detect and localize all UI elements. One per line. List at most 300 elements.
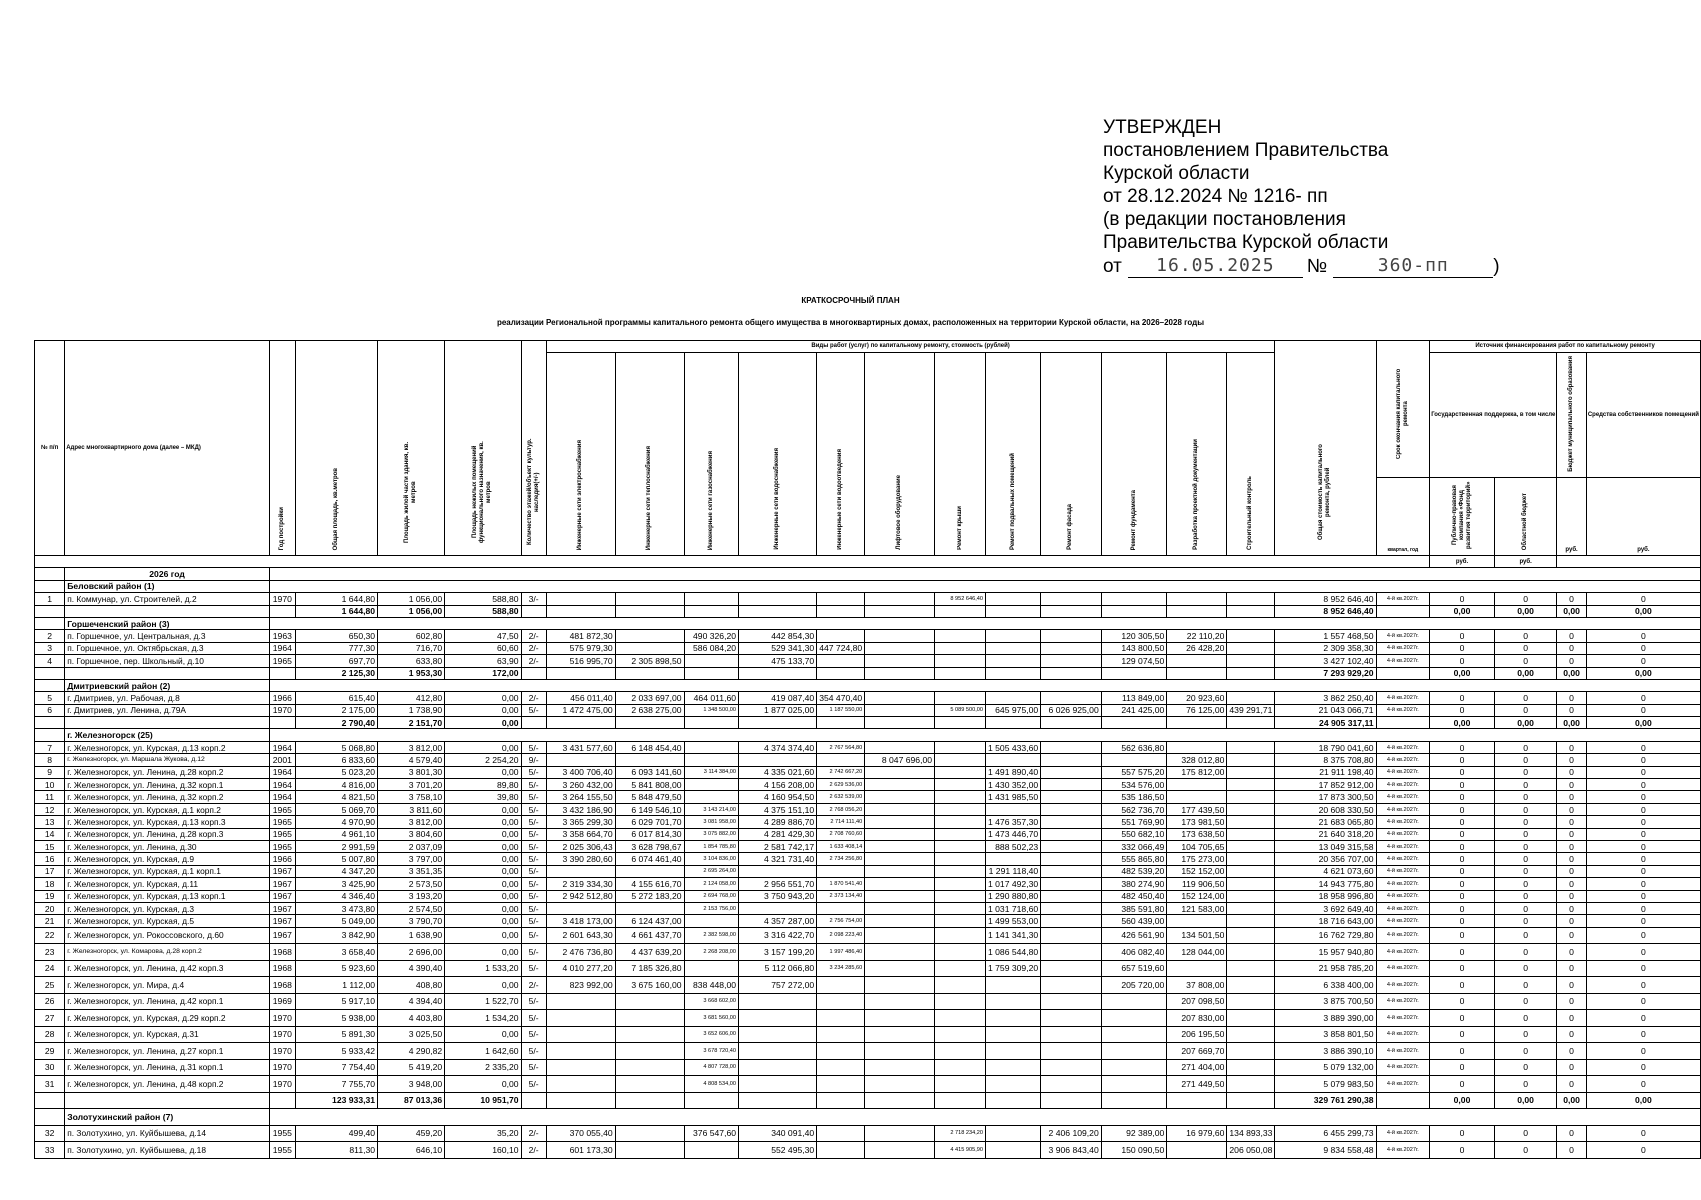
work-cost (817, 1142, 865, 1159)
section-filler (269, 679, 1700, 691)
funding-source-value: 0 (1430, 766, 1495, 778)
deadline: 4-й кв.2027г. (1376, 1076, 1430, 1093)
work-cost (865, 915, 935, 927)
work-cost: 173 638,50 (1167, 828, 1227, 840)
work-cost (1227, 1010, 1275, 1027)
floors: 5/- (521, 902, 546, 914)
work-cost: 482 450,40 (1101, 890, 1167, 902)
total-area: 5 938,00 (295, 1010, 377, 1027)
work-cost: 8 047 696,00 (865, 754, 935, 766)
work-cost (817, 630, 865, 642)
work-cost (985, 1076, 1040, 1093)
work-cost: 552 495,30 (739, 1142, 817, 1159)
work-cost: 340 091,40 (739, 1125, 817, 1142)
funding-source-value: 0 (1430, 1010, 1495, 1027)
floors: 5/- (521, 791, 546, 803)
floors: 9/- (521, 754, 546, 766)
floors: 5/- (521, 890, 546, 902)
work-cost: 1 854 785,80 (684, 840, 738, 852)
work-cost (1041, 865, 1102, 877)
build-year: 1970 (269, 593, 295, 605)
work-cost: 838 448,00 (684, 977, 738, 994)
living-area: 4 403,80 (378, 1010, 445, 1027)
work-cost: 560 439,00 (1101, 915, 1167, 927)
funding-source-value: 0 (1557, 766, 1586, 778)
nonres-area: 0,00 (445, 977, 521, 994)
work-cost (1041, 1076, 1102, 1093)
mkd-address: г. Железногорск, ул. Ленина, д.32 корп.1 (65, 779, 270, 791)
row-number: 9 (35, 766, 65, 778)
work-cost (817, 1026, 865, 1043)
nonres-area: 0,00 (445, 828, 521, 840)
work-cost (739, 865, 817, 877)
work-cost: 2 638 275,00 (615, 704, 684, 716)
total-area-sum: 2 125,30 (295, 667, 377, 679)
work-cost: 657 519,60 (1101, 960, 1167, 977)
cell-empty (684, 1092, 738, 1109)
funding-source-value: 0 (1586, 779, 1700, 791)
floors: 5/- (521, 741, 546, 753)
work-cost (817, 1043, 865, 1060)
work-cost (865, 944, 935, 961)
deadline: 4-й кв.2027г. (1376, 977, 1430, 994)
deadline: 4-й кв.2027г. (1376, 791, 1430, 803)
work-cost: 328 012,80 (1167, 754, 1227, 766)
col-deadline: Срок окончания капитального ремонта (1376, 341, 1430, 478)
deadline: 4-й кв.2027г. (1376, 766, 1430, 778)
total-area: 1 644,80 (295, 593, 377, 605)
funding-source-value: 0 (1557, 977, 1586, 994)
row-number: 14 (35, 828, 65, 840)
deadline: 4-й кв.2027г. (1376, 593, 1430, 605)
work-cost (935, 1026, 986, 1043)
mkd-address: г. Железногорск, ул. Ленина, д.42 корп.1 (65, 993, 270, 1010)
work-cost: 6 148 454,40 (615, 741, 684, 753)
total-area: 2 991,59 (295, 840, 377, 852)
build-year: 1970 (269, 704, 295, 716)
funding-source-value: 0 (1494, 878, 1557, 890)
work-cost: 3 260 432,00 (546, 779, 615, 791)
row-number: 12 (35, 803, 65, 815)
unit-rub: руб. (1557, 478, 1586, 556)
work-cost (865, 865, 935, 877)
work-cost: 442 854,30 (739, 630, 817, 642)
total-area: 5 068,80 (295, 741, 377, 753)
floors: 2/- (521, 1142, 546, 1159)
cell-empty (1041, 667, 1102, 679)
work-cost: 4 155 616,70 (615, 878, 684, 890)
work-cost: 6 026 925,00 (1041, 704, 1102, 716)
work-cost: 2 305 898,50 (615, 655, 684, 667)
work-cost: 76 125,00 (1167, 704, 1227, 716)
work-cost: 516 995,70 (546, 655, 615, 667)
work-cost: 1 430 352,00 (985, 779, 1040, 791)
deadline: 4-й кв.2027г. (1376, 1059, 1430, 1076)
work-cost: 3 114 384,00 (684, 766, 738, 778)
cell-empty (739, 1092, 817, 1109)
nonres-area-sum: 10 951,70 (445, 1092, 521, 1109)
col-w-heating: Инженерные сети теплоснабжения (615, 353, 684, 556)
work-cost: 3 418 173,00 (546, 915, 615, 927)
total-cost: 21 911 198,40 (1275, 766, 1376, 778)
mkd-address: г. Железногорск, ул. Ленина, д.27 корп.1 (65, 1043, 270, 1060)
cell-empty (1101, 605, 1167, 617)
build-year: 1955 (269, 1142, 295, 1159)
work-cost (1041, 944, 1102, 961)
state-support-header: Государственная поддержка, в том числе (1430, 353, 1557, 478)
row-number: 8 (35, 754, 65, 766)
work-cost: 447 724,80 (817, 642, 865, 654)
work-cost (684, 960, 738, 977)
col-w-design: Разработка проектной документации (1167, 353, 1227, 556)
deadline: 4-й кв.2027г. (1376, 840, 1430, 852)
funding-source-value: 0 (1430, 791, 1495, 803)
funding-source-value: 0 (1430, 803, 1495, 815)
floors: 5/- (521, 927, 546, 944)
table-row (35, 741, 1701, 753)
col-year: Год постройки (269, 341, 295, 556)
cell-empty (684, 717, 738, 729)
funding-source-value: 0 (1430, 816, 1495, 828)
floors: 5/- (521, 828, 546, 840)
work-cost (935, 741, 986, 753)
work-cost: 4 808 534,00 (684, 1076, 738, 1093)
mkd-address: г. Железногорск, ул. Курская, д.1 корп.2 (65, 803, 270, 815)
row-num-empty (35, 679, 65, 691)
col-s-municipal: Бюджет муниципального образования (1557, 353, 1586, 478)
work-cost (684, 915, 738, 927)
work-cost (865, 791, 935, 803)
work-cost (865, 902, 935, 914)
build-year: 1967 (269, 927, 295, 944)
work-cost (1227, 993, 1275, 1010)
cell-empty (521, 667, 546, 679)
funding-source-value: 0 (1494, 927, 1557, 944)
funding-source-value: 0 (1557, 754, 1586, 766)
floors: 2/- (521, 642, 546, 654)
living-area: 2 696,00 (378, 944, 445, 961)
work-cost: 2 098 223,40 (817, 927, 865, 944)
funding-source-value: 0 (1430, 927, 1495, 944)
table-row (35, 927, 1701, 944)
work-cost: 20 923,60 (1167, 692, 1227, 704)
col-num: № п/п (35, 341, 65, 556)
table-body (35, 580, 1701, 1158)
nonres-area: 63,90 (445, 655, 521, 667)
work-cost: 4 357 287,00 (739, 915, 817, 927)
nonres-area-sum: 172,00 (445, 667, 521, 679)
cell-empty (269, 605, 295, 617)
funding-source-value: 0 (1586, 853, 1700, 865)
work-cost (1041, 993, 1102, 1010)
total-cost: 3 862 250,40 (1275, 692, 1376, 704)
funding-source-value: 0 (1557, 865, 1586, 877)
funding-source-value: 0 (1494, 1142, 1557, 1159)
nonres-area: 0,00 (445, 944, 521, 961)
table-row (35, 692, 1701, 704)
funding-sum: 0,00 (1494, 605, 1557, 617)
funding-sum: 0,00 (1430, 605, 1495, 617)
col-w-elevator: Лифтовое оборудование (865, 353, 935, 556)
row-number: 4 (35, 655, 65, 667)
sources-group-header: Источник финансирования работ по капитальному ремонту (1430, 341, 1701, 353)
nonres-area: 0,00 (445, 853, 521, 865)
work-cost: 1 633 408,14 (817, 840, 865, 852)
work-cost (1041, 803, 1102, 815)
cell-empty (935, 1092, 986, 1109)
total-cost: 20 608 330,50 (1275, 803, 1376, 815)
work-cost: 385 591,80 (1101, 902, 1167, 914)
cell-empty (1227, 605, 1275, 617)
deadline: 4-й кв.2027г. (1376, 642, 1430, 654)
year-section-label: 2026 год (65, 568, 270, 580)
work-cost: 475 133,70 (739, 655, 817, 667)
work-cost (615, 865, 684, 877)
deadline: 4-й кв.2027г. (1376, 828, 1430, 840)
living-area: 1 738,90 (378, 704, 445, 716)
work-cost (546, 902, 615, 914)
total-area: 5 069,70 (295, 803, 377, 815)
district-name: Золотухинский район (7) (65, 1109, 270, 1126)
total-cost: 3 858 801,50 (1275, 1026, 1376, 1043)
work-cost: 2 476 736,80 (546, 944, 615, 961)
living-area: 716,70 (378, 642, 445, 654)
district-total-row (35, 667, 1701, 679)
work-cost: 4 321 731,40 (739, 853, 817, 865)
work-cost (1041, 1010, 1102, 1027)
table-row (35, 878, 1701, 890)
work-cost: 207 830,00 (1167, 1010, 1227, 1027)
build-year: 1966 (269, 853, 295, 865)
work-cost (985, 642, 1040, 654)
work-cost: 1 476 357,30 (985, 816, 1040, 828)
work-cost (865, 960, 935, 977)
work-cost (1101, 1043, 1167, 1060)
work-cost (1041, 655, 1102, 667)
total-cost: 13 049 315,58 (1275, 840, 1376, 852)
build-year: 1966 (269, 692, 295, 704)
work-cost (817, 655, 865, 667)
work-cost (1041, 853, 1102, 865)
work-cost (1041, 692, 1102, 704)
work-cost (1041, 890, 1102, 902)
total-cost: 15 957 940,80 (1275, 944, 1376, 961)
cell-empty (684, 667, 738, 679)
row-num-empty (35, 580, 65, 592)
funding-source-value: 0 (1557, 1076, 1586, 1093)
living-area: 4 394,40 (378, 993, 445, 1010)
funding-source-value: 0 (1494, 630, 1557, 642)
funding-source-value: 0 (1430, 1059, 1495, 1076)
funding-source-value: 0 (1494, 1026, 1557, 1043)
total-cost: 20 356 707,00 (1275, 853, 1376, 865)
section-filler (269, 580, 1700, 592)
mkd-address: г. Железногорск, ул. Курская, д.13 корп.1 (65, 890, 270, 902)
mkd-address: п. Горшечное, ул. Центральная, д.3 (65, 630, 270, 642)
funding-source-value: 0 (1586, 865, 1700, 877)
funding-source-value: 0 (1430, 655, 1495, 667)
work-cost: 3 316 422,70 (739, 927, 817, 944)
mkd-address: г. Железногорск, ул. Комарова, д.28 корп.2 (65, 944, 270, 961)
total-area: 4 346,40 (295, 890, 377, 902)
work-cost (865, 1059, 935, 1076)
build-year: 1965 (269, 816, 295, 828)
work-cost (1041, 791, 1102, 803)
work-cost (935, 1043, 986, 1060)
work-cost (1041, 1043, 1102, 1060)
funding-sum: 0,00 (1586, 1092, 1700, 1109)
work-cost: 5 089 500,00 (935, 704, 986, 716)
total-cost: 17 852 912,00 (1275, 779, 1376, 791)
floors: 5/- (521, 1010, 546, 1027)
funding-source-value: 0 (1494, 915, 1557, 927)
nonres-area: 0,00 (445, 704, 521, 716)
mkd-address: г. Железногорск, ул. Курская, д.31 (65, 1026, 270, 1043)
work-cost (865, 741, 935, 753)
funding-source-value: 0 (1430, 741, 1495, 753)
cell-empty (615, 667, 684, 679)
funding-source-value: 0 (1586, 977, 1700, 994)
section-filler (269, 617, 1700, 629)
work-cost (865, 630, 935, 642)
district-section-row (35, 729, 1701, 741)
deadline: 4-й кв.2027г. (1376, 692, 1430, 704)
table-row (35, 642, 1701, 654)
work-cost (865, 704, 935, 716)
mkd-address: г. Железногорск, ул. Рокоссовского, д.60 (65, 927, 270, 944)
work-cost: 1 759 309,20 (985, 960, 1040, 977)
funding-source-value: 0 (1586, 1026, 1700, 1043)
work-cost: 1 505 433,60 (985, 741, 1040, 753)
funding-source-value: 0 (1557, 655, 1586, 667)
work-cost: 439 291,71 (1227, 704, 1275, 716)
work-cost: 4 156 208,00 (739, 779, 817, 791)
work-cost: 207 098,50 (1167, 993, 1227, 1010)
work-cost (546, 754, 615, 766)
work-cost (935, 1010, 986, 1027)
work-cost (1227, 890, 1275, 902)
work-cost (985, 692, 1040, 704)
approval-stamp (1103, 116, 1563, 278)
cell-empty (817, 605, 865, 617)
work-cost (985, 1142, 1040, 1159)
document-subtitle: реализации Региональной программы капитального ремонта общего имущества в многоквартирных домах, расположенных на территории Курской области, на 2026–2028 годы (496, 318, 1205, 327)
work-cost: 5 848 479,50 (615, 791, 684, 803)
work-cost (739, 1043, 817, 1060)
funding-source-value: 0 (1430, 902, 1495, 914)
work-cost (865, 1125, 935, 1142)
total-area: 4 821,50 (295, 791, 377, 803)
work-cost: 177 439,50 (1167, 803, 1227, 815)
cell-empty (817, 1092, 865, 1109)
work-cost: 3 681 560,00 (684, 1010, 738, 1027)
funding-source-value: 0 (1557, 630, 1586, 642)
work-cost: 22 110,20 (1167, 630, 1227, 642)
funding-source-value: 0 (1557, 915, 1586, 927)
living-area: 646,10 (378, 1142, 445, 1159)
nonres-area: 0,00 (445, 766, 521, 778)
total-cost: 3 886 390,10 (1275, 1043, 1376, 1060)
table-row (35, 791, 1701, 803)
work-cost: 6 149 546,10 (615, 803, 684, 815)
deadline: 4-й кв.2027г. (1376, 741, 1430, 753)
work-cost: 370 055,40 (546, 1125, 615, 1142)
work-cost (935, 791, 986, 803)
living-area: 3 701,20 (378, 779, 445, 791)
row-num-empty (35, 729, 65, 741)
deadline-unit: квартал, год (1376, 478, 1430, 556)
funding-source-value: 0 (1557, 803, 1586, 815)
work-cost (935, 766, 986, 778)
funding-source-value: 0 (1494, 840, 1557, 852)
work-cost (817, 1010, 865, 1027)
work-cost (985, 1010, 1040, 1027)
funding-source-value: 0 (1557, 704, 1586, 716)
work-cost: 464 011,60 (684, 692, 738, 704)
district-total-row (35, 605, 1701, 617)
total-cost: 17 873 300,50 (1275, 791, 1376, 803)
cell-empty (546, 717, 615, 729)
work-cost (935, 828, 986, 840)
work-cost (935, 960, 986, 977)
work-cost (615, 1059, 684, 1076)
cell-empty (521, 717, 546, 729)
cell-empty (817, 667, 865, 679)
table-row (35, 840, 1701, 852)
work-cost: 3 264 155,50 (546, 791, 615, 803)
funding-source-value: 0 (1557, 791, 1586, 803)
cell-empty (1101, 1092, 1167, 1109)
funding-source-value: 0 (1494, 993, 1557, 1010)
total-cost: 21 683 065,80 (1275, 816, 1376, 828)
funding-source-value: 0 (1430, 1076, 1495, 1093)
col-living-area: Площадь жилой части здания, кв. метров (378, 341, 445, 556)
district-section-row (35, 580, 1701, 592)
section-filler (269, 729, 1700, 741)
work-cost: 4 374 374,40 (739, 741, 817, 753)
work-cost: 823 992,00 (546, 977, 615, 994)
cell-empty (521, 605, 546, 617)
funding-source-value: 0 (1430, 865, 1495, 877)
work-cost: 4 160 954,50 (739, 791, 817, 803)
living-area: 3 948,00 (378, 1076, 445, 1093)
living-area-sum: 2 151,70 (378, 717, 445, 729)
work-cost: 2 767 564,80 (817, 741, 865, 753)
funding-sum: 0,00 (1494, 717, 1557, 729)
district-total-row (35, 1092, 1701, 1109)
living-area: 602,80 (378, 630, 445, 642)
table-row (35, 1026, 1701, 1043)
work-cost (1227, 655, 1275, 667)
funding-source-value: 0 (1494, 977, 1557, 994)
cell-empty (985, 1092, 1040, 1109)
total-cost: 2 309 358,30 (1275, 642, 1376, 654)
living-area: 3 797,00 (378, 853, 445, 865)
nonres-area: 39,80 (445, 791, 521, 803)
deadline: 4-й кв.2027г. (1376, 754, 1430, 766)
work-cost: 482 539,20 (1101, 865, 1167, 877)
funding-source-value: 0 (1430, 630, 1495, 642)
funding-source-value: 0 (1586, 993, 1700, 1010)
work-cost: 173 981,50 (1167, 816, 1227, 828)
mkd-address: г. Железногорск, ул. Курская, д.11 (65, 878, 270, 890)
cell-empty (1167, 667, 1227, 679)
work-cost: 550 682,10 (1101, 828, 1167, 840)
funding-source-value: 0 (1586, 655, 1700, 667)
nonres-area: 2 254,20 (445, 754, 521, 766)
work-cost: 3 431 577,60 (546, 741, 615, 753)
nonres-area-sum: 588,80 (445, 605, 521, 617)
